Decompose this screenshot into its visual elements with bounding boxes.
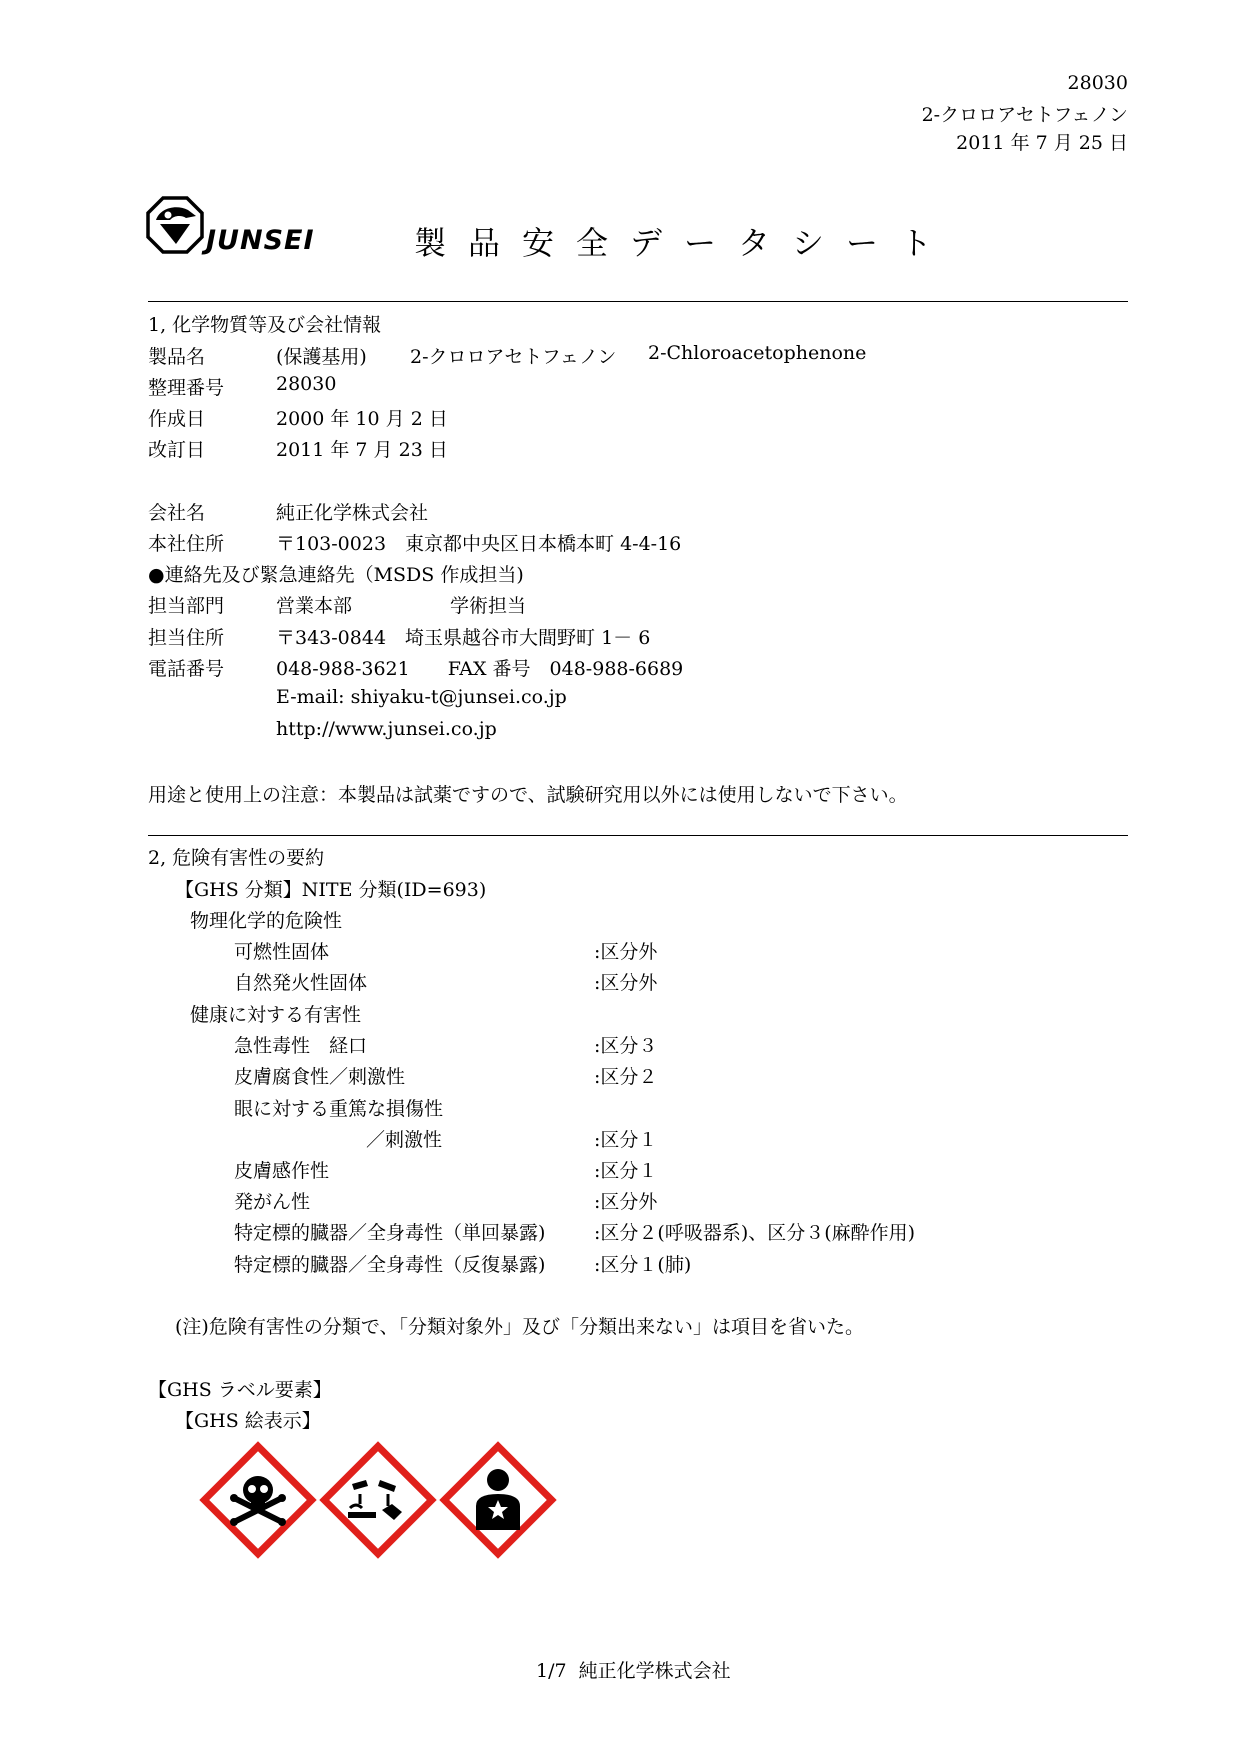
title-char: シ xyxy=(791,224,824,262)
title-char: ー xyxy=(683,224,716,262)
hazard-name: 特定標的臓器／全身毒性（反復暴露) xyxy=(234,1254,546,1276)
hazard-name: 特定標的臓器／全身毒性（単回暴露) xyxy=(234,1222,546,1244)
hazard-class: :区分２ xyxy=(594,1066,658,1088)
pictogram-health-hazard xyxy=(438,1440,558,1565)
dept-value: 営業本部 xyxy=(276,595,353,617)
page-number: 1/7 xyxy=(536,1660,567,1682)
header-product-name: 2-クロロアセトフェノン xyxy=(921,104,1128,126)
junsei-logo-icon xyxy=(146,196,204,254)
usage-note: 用途と使用上の注意：本製品は試薬ですので、試験研究用以外には使用しないで下さい。 xyxy=(148,784,908,806)
hazard-name: 皮膚腐食性／刺激性 xyxy=(234,1066,406,1088)
ghs-classification: 【GHS 分類】NITE 分類(ID=693) xyxy=(175,879,487,901)
skull-crossbones-icon xyxy=(198,1440,318,1560)
title-char: タ xyxy=(737,224,770,262)
dept-label: 担当部門 xyxy=(148,595,225,617)
email-text[interactable]: E-mail: shiyaku-t@junsei.co.jp xyxy=(276,686,567,708)
health-heading: 健康に対する有害性 xyxy=(190,1004,362,1026)
address-value: 〒343-0844 埼玉県越谷市大間野町 1－ 6 xyxy=(276,627,651,649)
section1-rule xyxy=(148,301,1128,302)
footer-company: 純正化学株式会社 xyxy=(578,1660,731,1682)
footer xyxy=(536,1656,731,1683)
company-value: 純正化学株式会社 xyxy=(276,502,429,524)
hazard-class: :区分外 xyxy=(594,1191,658,1213)
physchem-heading: 物理化学的危険性 xyxy=(190,910,343,932)
hazard-class: :区分外 xyxy=(594,941,658,963)
pictogram-skull xyxy=(198,1440,318,1565)
revised-value: 2011 年 7 月 23 日 xyxy=(276,439,448,461)
created-value: 2000 年 10 月 2 日 xyxy=(276,408,448,430)
hazard-class: :区分３ xyxy=(594,1035,658,1057)
title-char: ー xyxy=(845,224,878,262)
hazard-class: :区分外 xyxy=(594,972,658,994)
section2-heading: 2, 危険有害性の要約 xyxy=(148,847,325,869)
health-hazard-icon xyxy=(438,1440,558,1560)
hq-label: 本社住所 xyxy=(148,533,225,555)
corrosion-icon xyxy=(318,1440,438,1560)
phone-value: 048-988-3621 FAX 番号 048-988-6689 xyxy=(276,658,684,680)
contact-heading: ●連絡先及び緊急連絡先（MSDS 作成担当) xyxy=(148,564,524,586)
ref-value: 28030 xyxy=(276,373,337,395)
address-label: 担当住所 xyxy=(148,627,225,649)
hazard-name: 可燃性固体 xyxy=(234,941,330,963)
hazard-name: 眼に対する重篤な損傷性 xyxy=(234,1098,444,1120)
title-char: デ xyxy=(629,224,662,262)
ref-label: 整理番号 xyxy=(148,377,225,399)
hq-value: 〒103-0023 東京都中央区日本橋本町 4-4-16 xyxy=(276,533,682,555)
document-title xyxy=(403,218,943,264)
hazard-class: :区分２(呼吸器系)、区分３(麻酔作用) xyxy=(594,1222,916,1244)
section2-rule xyxy=(148,835,1128,836)
hazard-name: ／刺激性 xyxy=(366,1129,443,1151)
title-char: ト xyxy=(899,224,932,262)
header-date: 2011 年 7 月 25 日 xyxy=(956,132,1128,154)
dept-value2: 学術担当 xyxy=(450,595,527,617)
product-label: 製品名 xyxy=(148,346,206,368)
hazard-name: 発がん性 xyxy=(234,1191,311,1213)
product-name-en: 2-Chloroacetophenone xyxy=(648,342,867,364)
pictogram-corrosion xyxy=(318,1440,438,1565)
hazard-class: :区分１ xyxy=(594,1160,658,1182)
title-char: 安 xyxy=(521,224,554,262)
hazard-name: 自然発火性固体 xyxy=(234,972,368,994)
junsei-logo xyxy=(146,196,204,259)
classification-note: (注)危険有害性の分類で、「分類対象外」及び「分類出来ない」は項目を省いた。 xyxy=(175,1316,864,1338)
product-note: (保護基用) xyxy=(276,346,367,368)
header-code: 28030 xyxy=(1067,72,1128,94)
title-char: 製 xyxy=(413,224,446,262)
hazard-name: 急性毒性 経口 xyxy=(234,1035,368,1057)
ghs-label-heading: 【GHS ラベル要素】 xyxy=(148,1379,332,1401)
title-char: 品 xyxy=(467,224,500,262)
section1-heading: 1, 化学物質等及び会社情報 xyxy=(148,314,382,336)
hazard-class: :区分１(肺) xyxy=(594,1254,692,1276)
company-label: 会社名 xyxy=(148,502,206,524)
revised-label: 改訂日 xyxy=(148,439,206,461)
logo-text: JUNSEI xyxy=(206,225,315,256)
created-label: 作成日 xyxy=(148,408,206,430)
website-link[interactable]: http://www.junsei.co.jp xyxy=(276,718,497,740)
hazard-name: 皮膚感作性 xyxy=(234,1160,330,1182)
hazard-class: :区分１ xyxy=(594,1129,658,1151)
phone-label: 電話番号 xyxy=(148,658,225,680)
title-char: 全 xyxy=(575,224,608,262)
ghs-pictogram-heading: 【GHS 絵表示】 xyxy=(175,1410,321,1432)
product-name-jp: 2-クロロアセトフェノン xyxy=(410,346,617,368)
